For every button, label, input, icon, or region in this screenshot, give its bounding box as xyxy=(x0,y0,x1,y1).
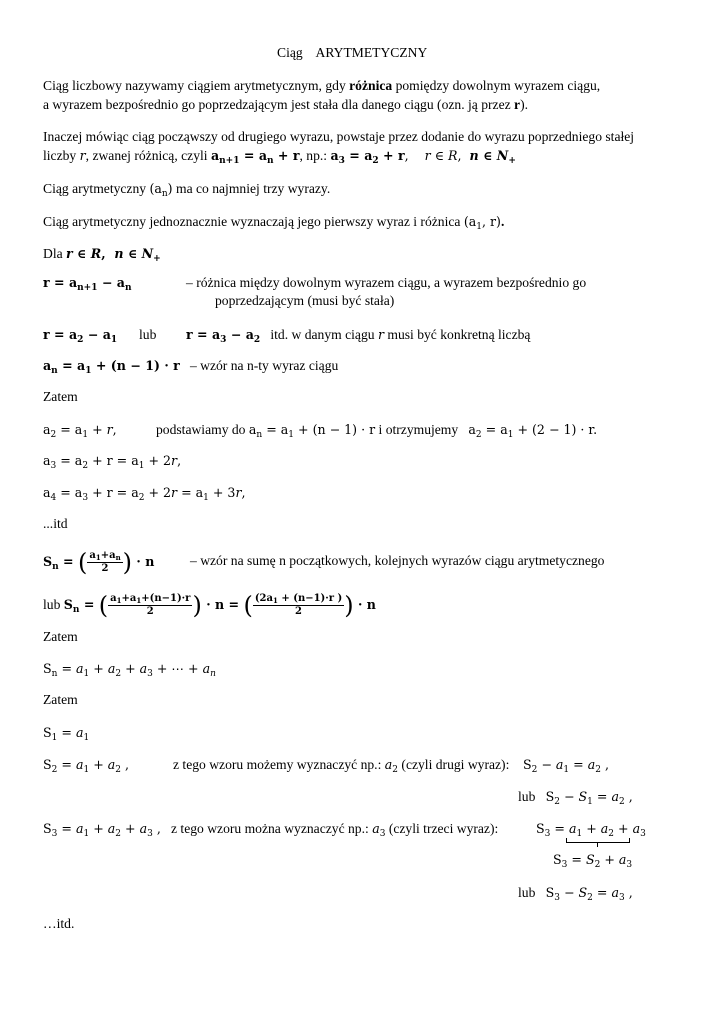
r-examples-line xyxy=(43,326,117,344)
sn-sum-line: $S_n = a_1 + a_2 + a_3$ + ⋯ + $a_n$ xyxy=(43,661,216,679)
lub-text: lub xyxy=(518,789,536,804)
determined-line: Ciąg arytmetyczny jednoznacznie wyznaczają jego pierwszy wyraz i różnica ($a_1$, r). xyxy=(43,214,505,232)
s3-lub-line: lub $S_3 - S_2 = a_3$ , xyxy=(518,885,633,903)
itd-dots: ...itd xyxy=(43,516,68,531)
inaczej-line-1: Inaczej mówiąc ciąg począwszy od drugiego wyrazu, powstaje przez dodanie do wyrazu poprzedniego stałej xyxy=(43,129,635,144)
s3-line: $S_3 = a_1 + a_2 + a_3$ , xyxy=(43,821,161,839)
itd-r-text: musi być konkretną liczbą xyxy=(383,327,531,342)
determined-pair: ($a_1$, r) xyxy=(463,214,501,232)
three-terms-text: ma co najmniej trzy wyrazy. xyxy=(172,181,331,196)
zatem-2: Zatem xyxy=(43,629,78,644)
sn-description: – wzór na sumę n początkowych, kolejnych wyrazów ciągu arytmetycznego xyxy=(190,553,605,568)
domain-formula: , r ∈ R, n ∈ $N_+$ xyxy=(404,148,516,166)
definition-text: Ciąg liczbowy nazywamy ciągiem arytmetycznym, gdy xyxy=(43,78,350,93)
r-example-1: $r = a_2 - a_1$ xyxy=(43,327,118,345)
inaczej-text: , zwanej różnicą, czyli xyxy=(85,148,211,163)
otrzymujemy-text: i otrzymujemy xyxy=(375,422,459,437)
definition-line-1 xyxy=(43,77,600,95)
r-example-2: $r = a_3 - a_2$ xyxy=(186,327,261,345)
inaczej-text: , np.: xyxy=(299,148,331,163)
s2-text: (czyli drugi wyraz): xyxy=(398,757,510,772)
an-formula-line xyxy=(43,357,338,375)
definition-line-2 xyxy=(43,96,528,114)
definition-bold-r: r xyxy=(514,97,521,112)
sequence-symbol: $(a_n)$ xyxy=(149,181,173,199)
s2-line: $S_2 = a_1 + a_2$ , xyxy=(43,757,130,775)
dla-domain: r ∈ R, n ∈ $N_+$ xyxy=(66,246,161,264)
an-formula: $a_n = a_1 + (n - 1) \cdot r$ xyxy=(43,358,180,376)
sn-alt-line xyxy=(43,590,376,620)
lub-text: lub xyxy=(43,597,64,612)
definition-text: pomiędzy dowolnym wyrazem ciągu, xyxy=(392,78,601,93)
s3-text: (czyli trzeci wyraz): xyxy=(385,821,499,836)
inaczej-line-2 xyxy=(43,147,516,165)
three-terms-text: Ciąg arytmetyczny xyxy=(43,181,150,196)
a4-line: $a_4 = a_3 + r = a_2 + 2r = a_1 + 3r$, xyxy=(43,485,246,503)
dla-text: Dla xyxy=(43,246,67,261)
a2-line-substitution: podstawiamy do $a_n = a_1 + (n - 1) \cdot r$ i otrzymujemy $a_2 = a_1 + (2 - 1) \cdot r$. xyxy=(156,422,598,440)
r-formula: $r = a_{n+1} - a_n$ xyxy=(43,275,132,293)
r-lub: lub xyxy=(139,327,157,342)
s2-line-text: z tego wzoru możemy wyznaczyć np.: $a_2$ (czyli drugi wyraz): $S_2 - a_1 = a_2$ , xyxy=(173,757,609,775)
s3-expanded: $S_3 = a_1 + a_2 + a_3$ xyxy=(536,821,646,839)
r-description-1: – różnica między dowolnym wyrazem ciągu, a wyrazem bezpośrednio go xyxy=(186,275,587,290)
recurrence-formula: $a_{n+1} = a_n + r$ xyxy=(210,148,300,166)
itd-r-text: itd. w danym ciągu xyxy=(270,327,378,342)
three-terms-line xyxy=(43,180,330,198)
zatem-3: Zatem xyxy=(43,692,78,707)
s2-text: z tego wzoru możemy wyznaczyć np.: xyxy=(173,757,385,772)
s3-recursive: $S_3 = S_2 + a_3$ xyxy=(553,852,633,870)
determined-text: Ciąg arytmetyczny jednoznacznie wyznaczają jego pierwszy wyraz i różnica xyxy=(43,214,464,229)
definition-text: ). xyxy=(520,97,529,112)
s1-line: $S_1 = a_1$ xyxy=(43,725,90,743)
zatem-1: Zatem xyxy=(43,389,78,404)
s3-line-text: z tego wzoru można wyznaczyć np.: $a_3$ (czyli trzeci wyraz): xyxy=(171,821,499,839)
a2-line: $a_2 = a_1 + r$, xyxy=(43,422,117,440)
r-description-2: poprzedzającym (musi być stała) xyxy=(215,293,395,308)
sn-alt-formula: $S_n$ = ( $\frac{a_1+a_1+(n-1)\cdot r}{2}$ ) · n = ( $\frac{(2a_1 + (n-1)\cdot r )}{2}$ ) · n xyxy=(63,591,376,620)
definition-text: a wyrazem bezpośrednio go poprzedzającym jest stała dla danego ciągu (ozn. ją przez xyxy=(43,97,515,112)
s3-underbrace-tick xyxy=(597,842,598,847)
lub-text: lub xyxy=(518,885,536,900)
podstawiamy-text: podstawiamy do xyxy=(156,422,249,437)
s2-lub-line: lub $S_2 - S_1 = a_2$ , xyxy=(518,789,633,807)
a3-line: $a_3 = a_2 + r = a_1 + 2r$, xyxy=(43,453,182,471)
definition-bold-term: różnica xyxy=(349,78,393,93)
r-example-2-line: $r = a_3 - a_2$ itd. w danym ciągu r musi być konkretną liczbą xyxy=(186,327,531,345)
sn-formula-line xyxy=(43,547,154,577)
sn-formula: $S_n$ = ( $\frac{a_1+a_n}{2}$ ) · n xyxy=(43,548,155,577)
dla-line xyxy=(43,245,161,263)
end-itd: …itd. xyxy=(43,916,75,931)
s3-text: z tego wzoru można wyznaczyć np.: xyxy=(171,821,373,836)
example-formula: $a_3 = a_2 + r$ xyxy=(330,148,405,166)
inaczej-r: r xyxy=(79,148,86,163)
page-title: Ciąg ARYTMETYCZNY xyxy=(277,45,428,60)
inaczej-text: liczby xyxy=(43,148,80,163)
an-description: – wzór na n-ty wyraz ciągu xyxy=(189,358,339,373)
s3-underbrace xyxy=(566,838,630,843)
